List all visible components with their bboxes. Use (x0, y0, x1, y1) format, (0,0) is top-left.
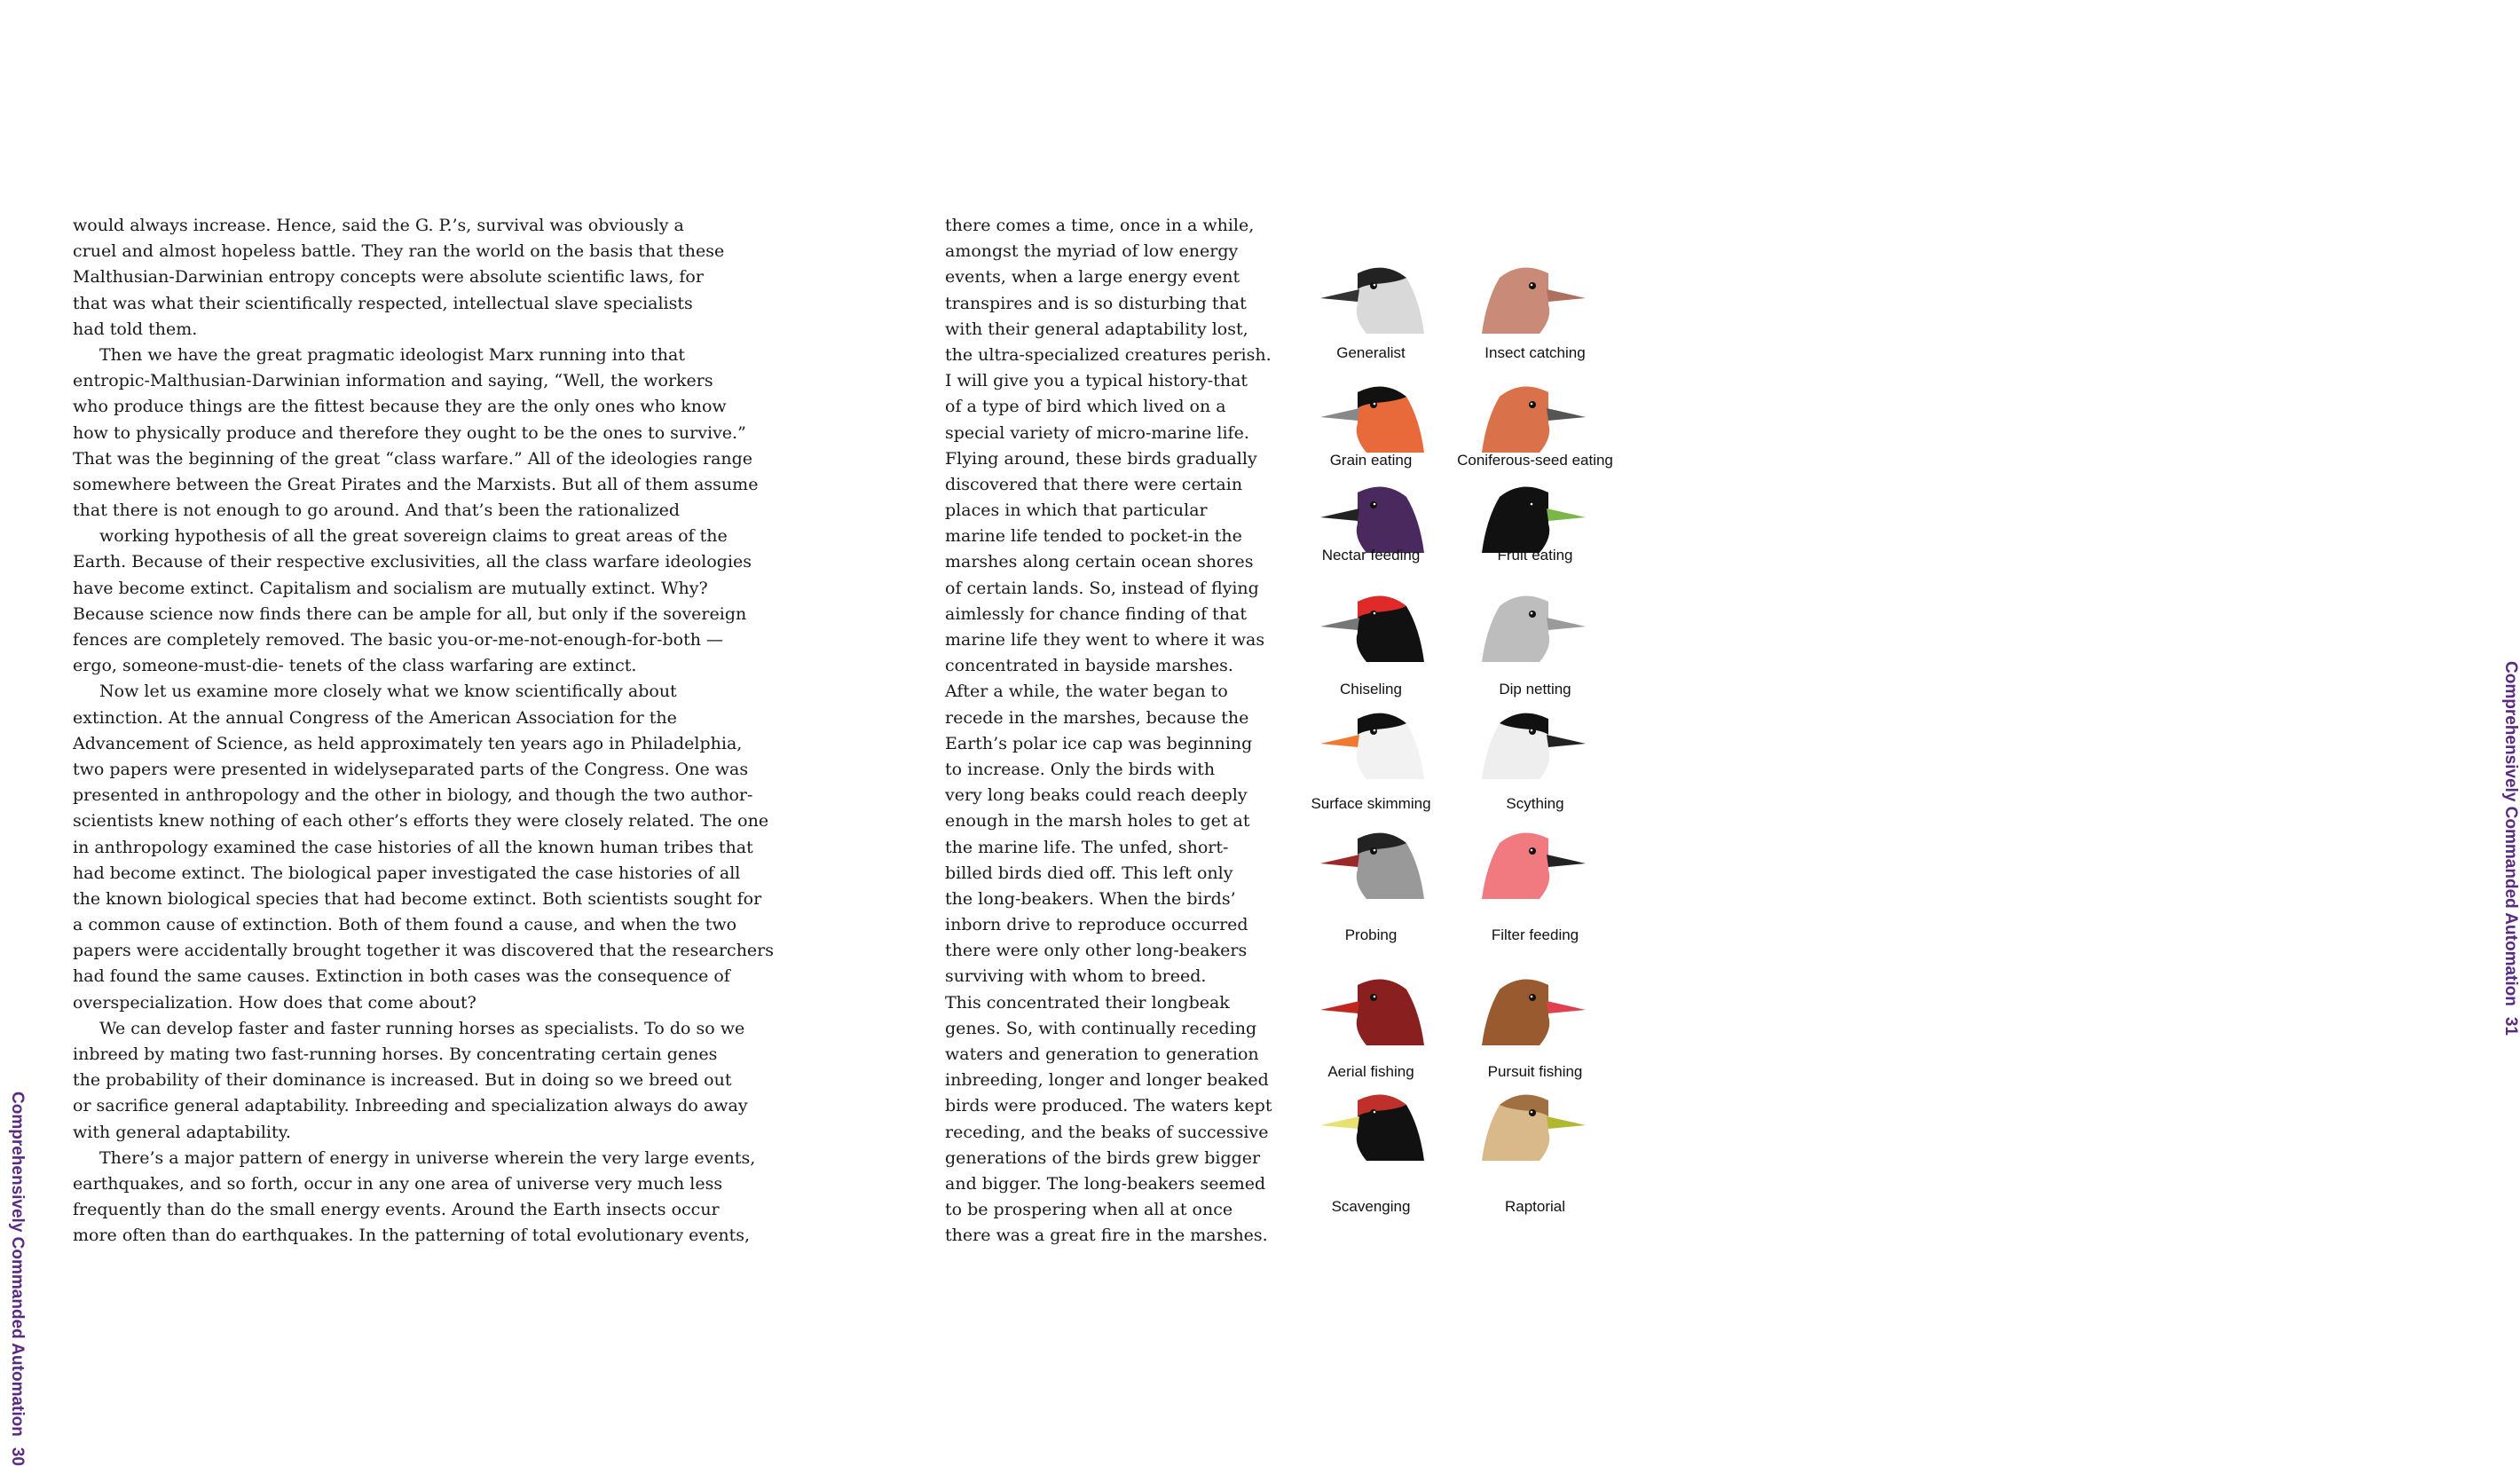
bird-label: Insect catching (1484, 344, 1586, 361)
right-text-line: very long beaks could reach deeply (945, 785, 1248, 806)
right-running-head (2500, 661, 2520, 1036)
bird-entry (1291, 475, 1451, 564)
right-text-line: the marine life. The unfed, short- (945, 837, 1229, 857)
right-text-line: waters and generation to generation (945, 1044, 1259, 1064)
right-text-line: events, when a large energy event (945, 267, 1240, 288)
bird-entry (1291, 256, 1451, 361)
bird-label: Probing (1344, 926, 1398, 943)
left-text-line: that was what their scientifically respected, intellectual slave specialists (73, 293, 693, 313)
left-text-line: entropic-Malthusian-Darwinian information and saying, “Well, the workers (73, 371, 713, 391)
right-text-line: there was a great fire in the marshes. (945, 1226, 1268, 1246)
scavenging-bird-icon (1291, 1083, 1451, 1163)
right-text-line: amongst the myriad of low energy (945, 241, 1239, 262)
right-text-line: and bigger. The long-beakers seemed (945, 1173, 1266, 1194)
left-text-line: how to physically produce and therefore they ought to be the ones to survive.” (73, 422, 746, 443)
right-text-line: to be prospering when all at once (945, 1200, 1233, 1220)
chiseling-bird-icon (1291, 584, 1451, 664)
generalist-bird-icon (1291, 256, 1451, 335)
right-text-line: the long-beakers. When the birds’ (945, 888, 1236, 909)
left-text-line: working hypothesis of all the great sovereign claims to great areas of the (99, 526, 728, 547)
right-text-line: of a type of bird which lived on a (945, 397, 1226, 417)
bird-entry (1455, 374, 1615, 469)
left-text-line: extinction. At the annual Congress of the American Association for the (73, 707, 677, 728)
bird-label: Surface skimming (1311, 795, 1431, 812)
right-text-line: recede in the marshes, because the (945, 707, 1249, 728)
bird-entry (1291, 701, 1451, 812)
left-text-line: presented in anthropology and the other in biology, and though the two author- (73, 785, 753, 806)
filter-feeding-bird-icon (1455, 821, 1615, 901)
left-text-line: papers were accidentally brought together it was discovered that the researchers (73, 941, 775, 961)
left-text-line: Earth. Because of their respective exclusivities, all the class warfare ideologies (73, 552, 752, 572)
bird-entry (1455, 967, 1615, 1080)
insect-catching-bird-icon (1455, 256, 1615, 335)
bird-entry (1455, 1083, 1615, 1215)
right-text-line: marine life they went to where it was (945, 630, 1265, 650)
right-text-line: Flying around, these birds gradually (945, 448, 1257, 469)
left-text-line: would always increase. Hence, said the G. P.’s, survival was obviously a (73, 216, 684, 235)
bird-entry (1455, 821, 1615, 943)
left-text-line: had told them. (73, 319, 198, 339)
right-text-line: marine life tended to pocket-in the (945, 526, 1242, 547)
left-text-line: that there is not enough to go around. And that’s been the rationalized (73, 500, 681, 521)
bird-entry (1291, 821, 1451, 943)
right-text-line: special variety of micro-marine life. (945, 422, 1249, 443)
right-text-line: This concentrated their longbeak (945, 992, 1230, 1013)
bird-label: Raptorial (1504, 1198, 1566, 1215)
right-text-line: receding, and the beaks of successive (945, 1122, 1269, 1142)
aerial-fishing-bird-icon (1291, 967, 1451, 1047)
left-text-line: the known biological species that had become extinct. Both scientists sought for (73, 888, 762, 909)
probing-bird-icon (1291, 821, 1451, 901)
right-text-line: After a while, the water began to (945, 682, 1228, 702)
left-page (0, 0, 852, 1466)
bird-entry (1455, 256, 1615, 361)
right-text-line: surviving with whom to breed. (945, 966, 1207, 987)
left-text-line: ergo, someone-must-die- tenets of the class warfaring are extinct. (73, 656, 637, 676)
bird-label: Aerial fishing (1327, 1063, 1414, 1080)
bird-entry (1291, 374, 1451, 469)
bird-label: Scything (1506, 795, 1564, 812)
coniferous-seed-bird-icon (1455, 374, 1615, 454)
right-text-line: inbreeding, longer and longer beaked (945, 1070, 1269, 1091)
left-text-line: frequently than do the small energy events. Around the Earth insects occur (73, 1200, 720, 1220)
left-body-text (73, 213, 774, 1249)
left-text-line: That was the beginning of the great “class warfare.” All of the ideologies range (73, 448, 753, 469)
bird-label: Pursuit fishing (1487, 1063, 1583, 1080)
bird-entry (1455, 475, 1615, 564)
left-text-line: cruel and almost hopeless battle. They ran the world on the basis that these (73, 241, 725, 262)
left-page-number: 30 (8, 1446, 27, 1466)
left-text-line: overspecialization. How does that come about? (73, 992, 476, 1013)
left-running-head-title: Comprehensively Commanded Automation (8, 1092, 27, 1437)
bird-entry (1291, 967, 1451, 1080)
bird-label: Chiseling (1340, 681, 1402, 698)
left-text-line: Malthusian-Darwinian entropy concepts were absolute scientific laws, for (73, 267, 704, 288)
left-text-line: two papers were presented in widelyseparated parts of the Congress. One was (73, 759, 749, 779)
left-text-line: scientists knew nothing of each other’s efforts they were closely related. The one (73, 811, 769, 832)
right-text-line: there comes a time, once in a while, (945, 216, 1255, 235)
right-text-line: the ultra-specialized creatures perish. (945, 344, 1272, 365)
left-text-line: There’s a major pattern of energy in universe wherein the very large events, (99, 1147, 756, 1168)
right-page (852, 0, 2520, 1278)
bird-label: Coniferous-seed eating (1457, 452, 1613, 469)
left-text-line: had become extinct. The biological paper investigated the case histories of all (73, 863, 741, 883)
right-text-line: places in which that particular (945, 500, 1208, 521)
left-text-line: inbreed by mating two fast-running horses. By concentrating certain genes (73, 1044, 718, 1064)
left-text-line: or sacrifice general adaptability. Inbreeding and specialization always do away (73, 1096, 748, 1116)
right-text-line: there were only other long-beakers (945, 941, 1248, 961)
fruit-eating-bird-icon (1455, 475, 1615, 555)
right-text-line: genes. So, with continually receding (945, 1018, 1257, 1038)
bird-label: Nectar feeding (1321, 547, 1421, 564)
left-text-line: have become extinct. Capitalism and socialism are mutually extinct. Why? (73, 578, 708, 598)
left-text-line: Then we have the great pragmatic ideologist Marx running into that (99, 344, 685, 365)
right-text-line: Earth’s polar ice cap was beginning (945, 733, 1253, 753)
right-body-text (945, 213, 1272, 1249)
left-text-line: Because science now finds there can be ample for all, but only if the sovereign (73, 603, 747, 624)
bird-label: Dip netting (1499, 681, 1571, 698)
right-page-number: 31 (2501, 1016, 2520, 1036)
left-text-line: fences are completely removed. The basic you-or-me-not-enough-for-both — (73, 630, 724, 650)
bird-label: Generalist (1336, 344, 1406, 361)
bird-label: Filter feeding (1491, 926, 1579, 943)
bird-entry (1291, 1083, 1451, 1215)
right-text-line: transpires and is so disturbing that (945, 293, 1247, 313)
right-running-head-title: Comprehensively Commanded Automation (2501, 661, 2520, 1006)
left-running-head (7, 1092, 27, 1466)
left-text-line: who produce things are the fittest because they are the only ones who know (73, 397, 727, 417)
bird-entry (1455, 584, 1615, 698)
right-text-line: enough in the marsh holes to get at (945, 811, 1250, 832)
right-text-line: aimlessly for chance finding of that (945, 603, 1247, 624)
right-text-line: marshes along certain ocean shores (945, 552, 1254, 572)
bird-entry (1291, 584, 1451, 698)
raptorial-bird-icon (1455, 1083, 1615, 1163)
right-text-line: discovered that there were certain (945, 474, 1243, 494)
left-text-line: earthquakes, and so forth, occur in any one area of universe very much less (73, 1173, 723, 1194)
pursuit-fishing-bird-icon (1455, 967, 1615, 1047)
left-text-line: more often than do earthquakes. In the patterning of total evolutionary events, (73, 1226, 751, 1246)
left-text-line: a common cause of extinction. Both of them found a cause, and when the two (73, 915, 737, 935)
right-text-line: with their general adaptability lost, (945, 319, 1248, 339)
grain-eating-bird-icon (1291, 374, 1451, 454)
right-text-line: of certain lands. So, instead of flying (945, 578, 1259, 598)
bird-entry (1455, 701, 1615, 812)
right-text-line: generations of the birds grew bigger (945, 1147, 1261, 1168)
right-text-line: billed birds died off. This left only (945, 863, 1233, 883)
right-text-line: concentrated in bayside marshes. (945, 656, 1233, 676)
right-text-line: inborn drive to reproduce occurred (945, 915, 1248, 935)
left-text-line: the probability of their dominance is increased. But in doing so we breed out (73, 1070, 732, 1091)
nectar-feeding-bird-icon (1291, 475, 1451, 555)
left-text-line: with general adaptability. (73, 1122, 291, 1142)
bird-label: Grain eating (1329, 452, 1413, 469)
scything-bird-icon (1455, 701, 1615, 781)
right-text-line: birds were produced. The waters kept (945, 1096, 1272, 1116)
left-text-line: had found the same causes. Extinction in both cases was the consequence of (73, 966, 730, 987)
bird-label: Fruit eating (1497, 547, 1573, 564)
left-text-line: Advancement of Science, as held approximately ten years ago in Philadelphia, (73, 733, 743, 753)
surface-skimming-bird-icon (1291, 701, 1451, 781)
left-text-line: somewhere between the Great Pirates and the Marxists. But all of them assume (73, 474, 759, 494)
bird-label: Scavenging (1331, 1198, 1411, 1215)
left-text-line: We can develop faster and faster running horses as specialists. To do so we (99, 1018, 745, 1038)
dip-netting-bird-icon (1455, 584, 1615, 664)
right-text-line: to increase. Only the birds with (945, 759, 1216, 779)
left-text-line: in anthropology examined the case histories of all the known human tribes that (73, 837, 753, 857)
right-text-line: I will give you a typical history-that (945, 371, 1248, 391)
left-text-line: Now let us examine more closely what we know scientifically about (99, 682, 677, 702)
